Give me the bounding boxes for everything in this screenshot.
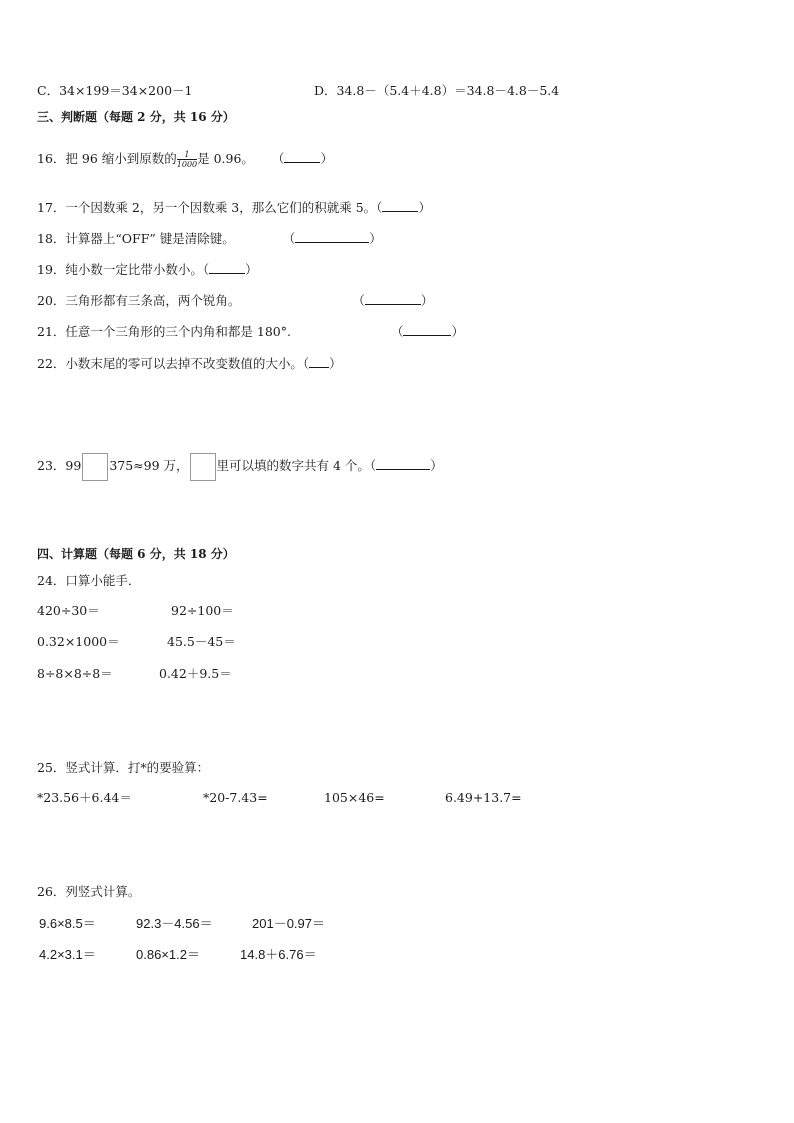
q21-paren-close: ）	[451, 324, 464, 339]
q23-digit-box-ref	[190, 453, 216, 481]
q22-answer-blank[interactable]	[309, 355, 329, 368]
q16-text-after: 是 0.96。	[197, 151, 254, 166]
q26-item: 9.6×8.5＝	[39, 916, 96, 931]
q26-title: 26．列竖式计算。	[37, 884, 141, 899]
q18-paren-open: （	[282, 231, 296, 246]
q23-answer-blank[interactable]	[376, 457, 430, 470]
q25-item: 105×46=	[324, 790, 385, 805]
q18-answer-blank[interactable]	[295, 230, 369, 243]
q18-text: 18．计算器上“OFF” 键是清除键。	[37, 231, 235, 246]
q21-text: 21．任意一个三角形的三个内角和都是 180°.	[37, 324, 291, 339]
q17-answer-blank[interactable]	[382, 199, 418, 212]
q17-paren-close: ）	[418, 200, 431, 215]
q24-item: 0.32×1000＝	[37, 634, 120, 649]
q26-item: 201－0.97＝	[252, 916, 325, 931]
q21-paren-open: （	[390, 324, 404, 339]
q16-answer-blank[interactable]	[284, 150, 320, 163]
q25-title: 25．竖式计算．打*的要验算：	[37, 760, 210, 775]
section-3-heading: 三、判断题（每题 2 分，共 16 分）	[37, 110, 235, 124]
question-22	[37, 355, 342, 372]
q24-item: 420÷30＝	[37, 603, 100, 618]
q23-text-post: 里可以填的数字共有 4 个。（	[216, 458, 377, 473]
question-19	[37, 261, 258, 278]
q26-item: 92.3－4.56＝	[136, 916, 213, 931]
q24-item: 92÷100＝	[171, 603, 234, 618]
q24-item: 45.5－45＝	[167, 634, 236, 649]
q25-item: 6.49+13.7=	[445, 790, 522, 805]
q24-item: 8÷8×8÷8＝	[37, 666, 113, 681]
q25-item: *23.56＋6.44＝	[37, 790, 132, 805]
q26-item: 0.86×1.2＝	[136, 947, 200, 962]
q23-digit-box[interactable]	[82, 453, 108, 481]
q20-paren-close: ）	[420, 293, 434, 308]
q23-text-mid: 375≈99 万，	[109, 458, 189, 473]
q23-text-pre: 23．99	[37, 458, 82, 473]
q21-answer-blank[interactable]	[403, 323, 451, 336]
option-d: D．34.8－（5.4＋4.8）＝34.8－4.8－5.4	[314, 83, 560, 98]
q16-paren-close: ）	[320, 151, 333, 166]
q20-text: 20．三角形都有三条高，两个锐角。	[37, 293, 241, 308]
question-17	[37, 199, 431, 216]
question-23	[37, 452, 443, 481]
q19-paren-close: ）	[245, 262, 258, 277]
q16-fraction-numerator: 1	[177, 150, 197, 160]
q24-title: 24．口算小能手．	[37, 573, 141, 588]
q23-paren-close: ）	[430, 458, 443, 473]
question-21	[37, 323, 464, 340]
q19-text: 19．纯小数一定比带小数小。（	[37, 262, 210, 277]
question-20	[37, 292, 433, 309]
question-18	[37, 230, 382, 247]
q20-answer-blank[interactable]	[365, 292, 421, 305]
q19-answer-blank[interactable]	[209, 261, 245, 274]
section-4-heading: 四、计算题（每题 6 分，共 18 分）	[37, 547, 235, 561]
q16-fraction-denominator: 1000	[176, 160, 198, 169]
q16-paren-open: （	[271, 151, 285, 166]
q16-fraction	[177, 150, 197, 169]
q17-text: 17．一个因数乘 2，另一个因数乘 3，那么它们的积就乘 5。（	[37, 200, 383, 215]
q22-paren-close: ）	[329, 356, 342, 371]
q26-item: 4.2×3.1＝	[39, 947, 96, 962]
q22-text: 22．小数末尾的零可以去掉不改变数值的大小。（	[37, 356, 310, 371]
q16-text: 16．把 96 缩小到原数的	[37, 151, 177, 166]
q18-paren-close: ）	[369, 231, 382, 246]
option-c: C．34×199＝34×200－1	[37, 83, 193, 98]
q24-item: 0.42＋9.5＝	[159, 666, 232, 681]
q20-paren-open: （	[352, 293, 365, 308]
q25-item: *20-7.43=	[203, 790, 268, 805]
q26-item: 14.8＋6.76＝	[240, 947, 317, 962]
question-16	[37, 150, 333, 169]
